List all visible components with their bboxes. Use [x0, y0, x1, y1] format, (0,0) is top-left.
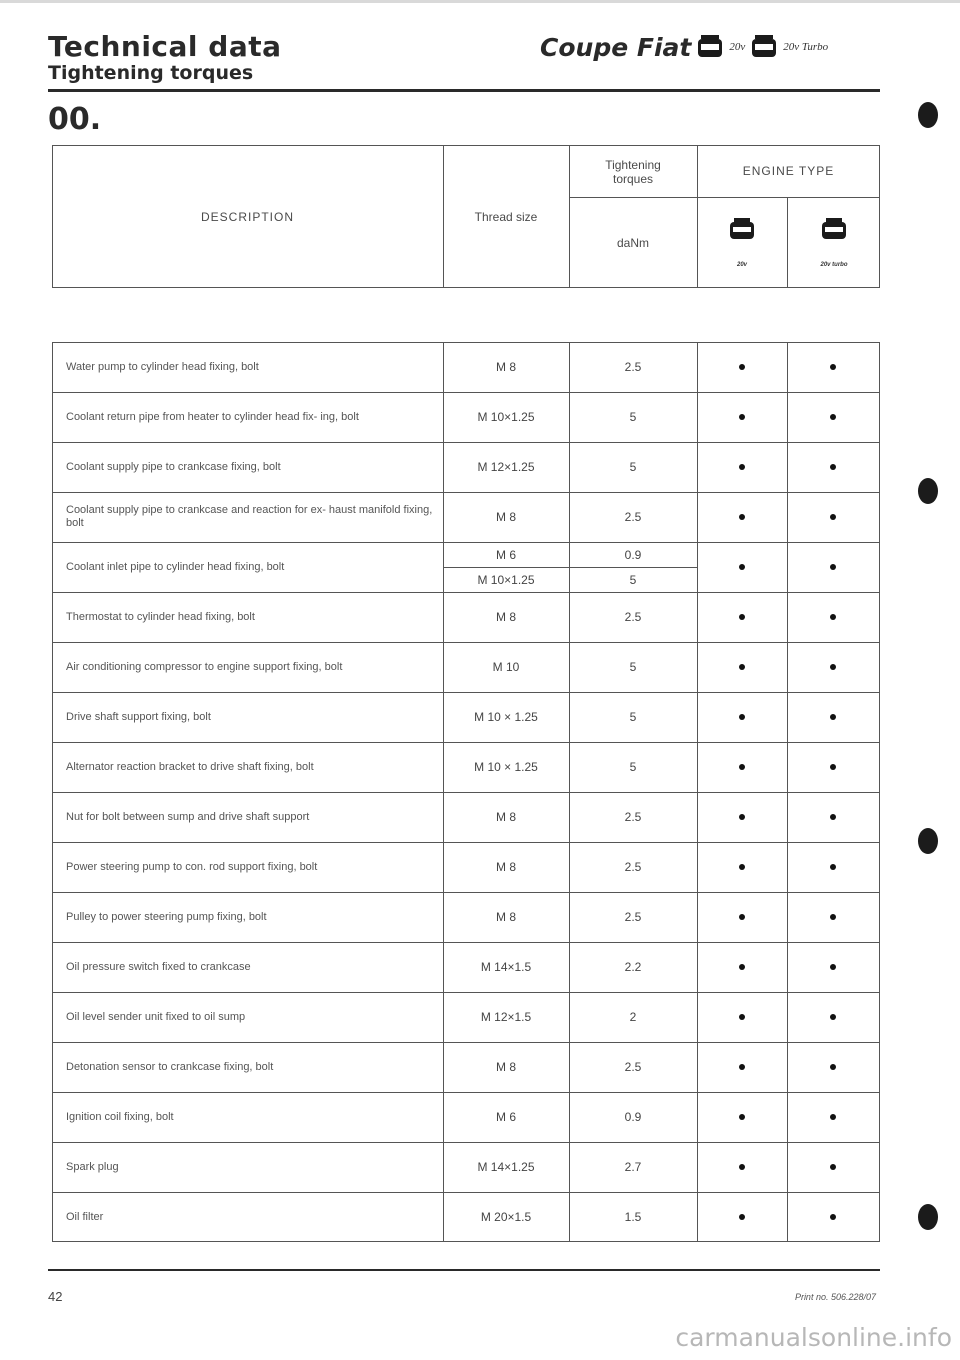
row-thread-size: M 8 [495, 360, 516, 374]
row-torque: 2.5 [624, 860, 642, 874]
row-description: Coolant inlet pipe to cylinder head fixing, bolt [66, 560, 285, 573]
row-thread-size: M 12×1.5 [480, 1010, 532, 1024]
engine-20v-applicable-mark [739, 1214, 745, 1220]
engine-20v-applicable-mark [739, 1014, 745, 1020]
row-thread-size: M 8 [495, 1060, 516, 1074]
row-torque: 2.5 [624, 810, 642, 824]
row-thread-size: M 6 [495, 1110, 516, 1124]
row-thread-size: M 10 × 1.25 [474, 760, 538, 774]
engine-20v-turbo-applicable-mark [830, 764, 836, 770]
engine-20v-turbo-applicable-mark [830, 414, 836, 420]
row-description: Alternator reaction bracket to drive shaft fixing, bolt [66, 760, 314, 773]
row-description: Detonation sensor to crankcase fixing, bolt [66, 1060, 274, 1073]
engine-20v-applicable-mark [739, 514, 745, 520]
engine-20v-turbo-icon [821, 218, 847, 240]
row-description: Water pump to cylinder head fixing, bolt [66, 360, 259, 373]
row-description: Air conditioning compressor to engine support fixing, bolt [66, 660, 343, 673]
row-description: Oil filter [66, 1210, 104, 1223]
engine-20v-applicable-mark [739, 564, 745, 570]
engine-20v-turbo-applicable-mark [830, 1014, 836, 1020]
row-torque: 0.9 [624, 1110, 642, 1124]
row-description: Pulley to power steering pump fixing, bolt [66, 910, 267, 923]
row-thread-size: M 6 [495, 547, 516, 562]
page-number: 42 [48, 1289, 63, 1304]
engine-20v-turbo-applicable-mark [830, 914, 836, 920]
variant-20v-label: 20v [729, 41, 746, 53]
engine-20v-turbo-applicable-mark [830, 514, 836, 520]
row-torque: 5 [629, 760, 637, 774]
engine-20v-applicable-mark [739, 1064, 745, 1070]
engine-badge-icon [696, 34, 724, 60]
row-description: Nut for bolt between sump and drive shaft support [66, 810, 310, 823]
row-torque: 2.5 [624, 610, 642, 624]
engine-20v-turbo-applicable-mark [830, 1164, 836, 1170]
thread-size-header: Thread size [474, 209, 538, 224]
engine-20v-applicable-mark [739, 864, 745, 870]
row-torque: 2 [629, 1010, 637, 1024]
engine-20v-applicable-mark [739, 964, 745, 970]
row-description: Oil level sender unit fixed to oil sump [66, 1010, 246, 1023]
variant-20v-turbo-label: 20v Turbo [783, 41, 829, 53]
engine-20v-turbo-applicable-mark [830, 964, 836, 970]
engine-20v-turbo-applicable-mark [830, 564, 836, 570]
engine-20v-applicable-mark [739, 764, 745, 770]
row-torque: 2.7 [624, 1160, 642, 1174]
engine-20v-icon [729, 218, 755, 240]
tightening-torques-header: Tightening torques [605, 158, 661, 186]
engine-20v-turbo-applicable-mark [830, 864, 836, 870]
engine-20v-turbo-applicable-mark [830, 1114, 836, 1120]
row-thread-size: M 8 [495, 860, 516, 874]
engine-20v-applicable-mark [739, 614, 745, 620]
engine-20v-turbo-applicable-mark [830, 1064, 836, 1070]
row-thread-size: M 10×1.25 [477, 410, 535, 424]
margin-bullet [918, 478, 938, 504]
row-thread-size-secondary: M 10×1.25 [477, 572, 535, 587]
engine-20v-applicable-mark [739, 364, 745, 370]
margin-bullet [918, 828, 938, 854]
row-torque: 5 [629, 460, 637, 474]
engine-20v-turbo-caption: 20v turbo [820, 262, 848, 268]
engine-20v-applicable-mark [739, 814, 745, 820]
brand-block [540, 30, 828, 64]
engine-20v-applicable-mark [739, 664, 745, 670]
top-rule [0, 0, 960, 3]
print-number: Print no. 506.228/07 [794, 1292, 876, 1302]
row-torque: 0.9 [624, 547, 642, 562]
row-thread-size: M 8 [495, 510, 516, 524]
engine-20v-turbo-applicable-mark [830, 1214, 836, 1220]
row-description: Ignition coil fixing, bolt [66, 1110, 174, 1123]
row-torque: 2.2 [624, 960, 642, 974]
watermark: carmanualsonline.info [675, 1323, 952, 1352]
row-torque: 2.5 [624, 1060, 642, 1074]
row-torque: 2.5 [624, 360, 642, 374]
row-description: Coolant return pipe from heater to cylinder head fix- ing, bolt [66, 410, 359, 423]
row-thread-size: M 10 [492, 660, 520, 674]
engine-20v-applicable-mark [739, 1164, 745, 1170]
row-thread-size: M 12×1.25 [477, 460, 535, 474]
description-header: DESCRIPTION [200, 209, 294, 224]
row-thread-size: M 10 × 1.25 [474, 710, 538, 724]
row-description: Spark plug [66, 1160, 119, 1173]
engine-20v-applicable-mark [739, 914, 745, 920]
engine-20v-turbo-applicable-mark [830, 714, 836, 720]
row-description: Coolant supply pipe to crankcase fixing, bolt [66, 460, 281, 473]
row-thread-size: M 8 [495, 910, 516, 924]
footer-rule [48, 1269, 880, 1271]
engine-20v-turbo-applicable-mark [830, 814, 836, 820]
engine-20v-turbo-applicable-mark [830, 464, 836, 470]
row-description: Coolant supply pipe to crankcase and reaction for ex- haust manifold fixing, bolt [66, 504, 433, 529]
margin-bullet [918, 102, 938, 128]
row-torque-secondary: 5 [629, 572, 637, 587]
engine-20v-applicable-mark [739, 414, 745, 420]
engine-20v-turbo-applicable-mark [830, 614, 836, 620]
margin-bullet [918, 1204, 938, 1230]
section-number: 00. [48, 102, 102, 137]
row-description: Drive shaft support fixing, bolt [66, 710, 211, 723]
row-torque: 2.5 [624, 510, 642, 524]
brand-name: Coupe Fiat [540, 32, 692, 62]
unit-header: daNm [616, 235, 649, 250]
row-description: Thermostat to cylinder head fixing, bolt [66, 610, 255, 623]
header-rule [48, 89, 880, 92]
row-thread-size: M 14×1.25 [477, 1160, 535, 1174]
engine-20v-turbo-applicable-mark [830, 364, 836, 370]
row-description: Oil pressure switch fixed to crankcase [66, 960, 251, 973]
row-thread-size: M 14×1.5 [480, 960, 532, 974]
engine-20v-applicable-mark [739, 464, 745, 470]
row-torque: 5 [629, 660, 637, 674]
row-description: Power steering pump to con. rod support fixing, bolt [66, 860, 318, 873]
engine-type-header: ENGINE TYPE [742, 164, 835, 178]
row-torque: 5 [629, 710, 637, 724]
page-subtitle: Tightening torques [48, 62, 254, 84]
page-title: Technical data [48, 30, 282, 63]
row-torque: 1.5 [624, 1210, 642, 1224]
engine-20v-caption: 20v [736, 262, 747, 268]
engine-badge-turbo-icon [750, 34, 778, 60]
row-thread-size: M 20×1.5 [480, 1210, 532, 1224]
row-torque: 2.5 [624, 910, 642, 924]
engine-20v-turbo-applicable-mark [830, 664, 836, 670]
row-thread-size: M 8 [495, 610, 516, 624]
engine-20v-applicable-mark [739, 714, 745, 720]
row-torque: 5 [629, 410, 637, 424]
row-thread-size: M 8 [495, 810, 516, 824]
engine-20v-applicable-mark [739, 1114, 745, 1120]
